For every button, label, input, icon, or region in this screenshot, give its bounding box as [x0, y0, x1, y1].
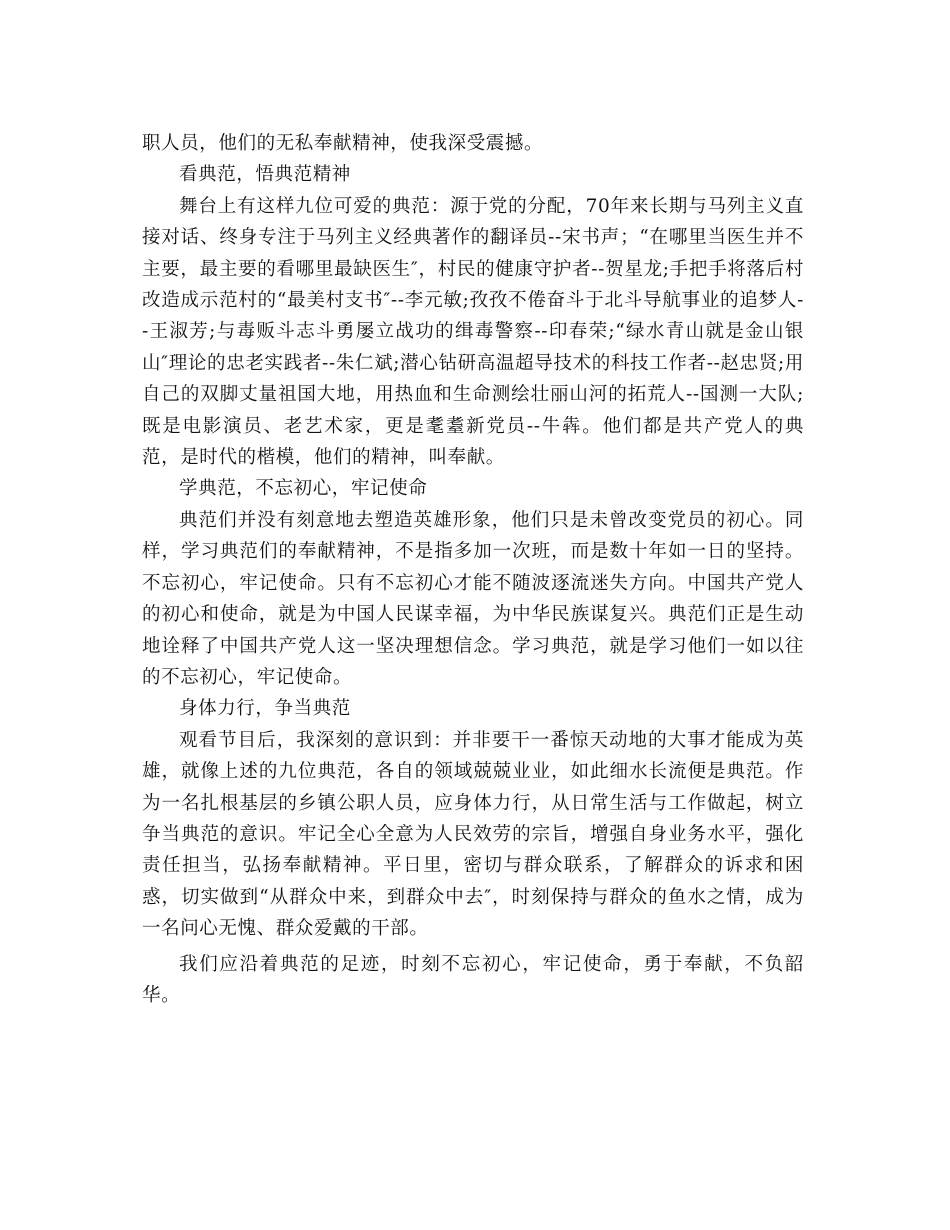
paragraph-conclusion: 我们应沿着典范的足迹，时刻不忘初心，牢记使命，勇于奉献，不负韶华。 [142, 953, 804, 1006]
paragraph-original-aspiration: 典范们并没有刻意地去塑造英雄形象，他们只是未曾改变党员的初心。同样，学习典范们的奉献精神，不是指多加一次班，而是数十年如一日的坚持。不忘初心，牢记使命。只有不忘初心才能不随波逐流迷失方向。中国共产党人的初心和使命，就是为中国人民谋幸福，为中华民族谋复兴。典范们正是生动地诠释了中国共产党人这一坚决理想信念。学习典范，就是学习他们一如以往的不忘初心，牢记使命。 [142, 509, 804, 688]
section-heading-look: 看典范，悟典范精神 [179, 164, 351, 186]
paragraph-nine-models: 舞台上有这样九位可爱的典范：源于党的分配，70年来长期与马列主义直接对话、终身专注于马列主义经典著作的翻译员--宋书声；“在哪里当医生并不主要，最主要的看哪里最缺医生″，村民的健康守护者--贺星龙;手把手将落后村改造成示范村的“最美村支书″--李元敏;孜孜不倦奋斗于北斗导航事业的追梦人--王淑芳;与毒贩斗志斗勇屡立战功的缉毒警察--印春荣;“绿水青山就是金山银山″理论的忠老实践者--朱仁斌;潜心钻研高温超导技术的科技工作者--赵忠贤;用自己的双脚丈量祖国大地，用热血和生命测绘壮丽山河的拓荒人--国测一大队;既是电影演员、老艺术家，更是耄耋新党员--牛犇。他们都是共产党人的典范，是时代的楷模，他们的精神，叫奉献。 [142, 195, 804, 469]
document-body [142, 128, 804, 1011]
paragraph-continuation: 职人员，他们的无私奉献精神，使我深受震撼。 [142, 133, 544, 154]
paragraph-reflection: 观看节目后，我深刻的意识到：并非要干一番惊天动地的大事才能成为英雄，就像上述的九位典范，各自的领域兢兢业业，如此细水长流便是典范。作为一名扎根基层的乡镇公职人员，应身体力行，从日常生活与工作做起，树立争当典范的意识。牢记全心全意为人民效劳的宗旨，增强自身业务水平，强化责任担当，弘扬奉献精神。平日里，密切与群众联系，了解群众的诉求和困惑，切实做到“从群众中来，到群众中去″，时刻保持与群众的鱼水之情，成为一名问心无愧、群众爱戴的干部。 [142, 729, 804, 940]
section-heading-learn: 学典范，不忘初心，牢记使命 [179, 478, 428, 500]
section-heading-practice: 身体力行，争当典范 [179, 698, 351, 720]
